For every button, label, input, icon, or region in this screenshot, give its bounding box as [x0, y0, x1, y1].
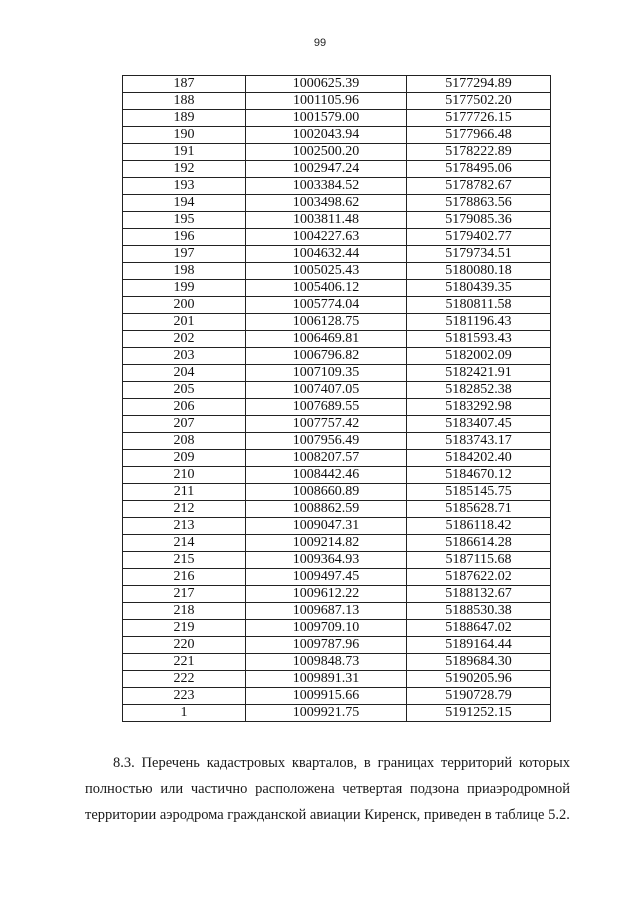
point-number-cell: 208 — [123, 433, 246, 450]
y-coordinate-cell: 5188132.67 — [407, 586, 551, 603]
x-coordinate-cell: 1002043.94 — [246, 127, 407, 144]
x-coordinate-cell: 1009687.13 — [246, 603, 407, 620]
x-coordinate-cell: 1008862.59 — [246, 501, 407, 518]
point-number-cell: 1 — [123, 705, 246, 722]
y-coordinate-cell: 5178863.56 — [407, 195, 551, 212]
paragraph-line: полностью или частично расположена четвертая подзона приаэродромной — [85, 781, 570, 797]
y-coordinate-cell: 5178222.89 — [407, 144, 551, 161]
table-row — [123, 484, 551, 501]
point-number-cell: 223 — [123, 688, 246, 705]
x-coordinate-cell: 1006469.81 — [246, 331, 407, 348]
x-coordinate-cell: 1009497.45 — [246, 569, 407, 586]
point-number-cell: 205 — [123, 382, 246, 399]
table-row — [123, 637, 551, 654]
table-row — [123, 620, 551, 637]
point-number-cell: 211 — [123, 484, 246, 501]
point-number-cell: 200 — [123, 297, 246, 314]
point-number-cell: 222 — [123, 671, 246, 688]
point-number-cell: 199 — [123, 280, 246, 297]
point-number-cell: 195 — [123, 212, 246, 229]
y-coordinate-cell: 5179085.36 — [407, 212, 551, 229]
table-row — [123, 518, 551, 535]
x-coordinate-cell: 1004632.44 — [246, 246, 407, 263]
y-coordinate-cell: 5181196.43 — [407, 314, 551, 331]
y-coordinate-cell: 5188530.38 — [407, 603, 551, 620]
x-coordinate-cell: 1009612.22 — [246, 586, 407, 603]
x-coordinate-cell: 1004227.63 — [246, 229, 407, 246]
y-coordinate-cell: 5178495.06 — [407, 161, 551, 178]
point-number-cell: 207 — [123, 416, 246, 433]
x-coordinate-cell: 1003384.52 — [246, 178, 407, 195]
x-coordinate-cell: 1001579.00 — [246, 110, 407, 127]
point-number-cell: 221 — [123, 654, 246, 671]
paragraph-line: территории аэродрома гражданской авиации Киренск, приведен в таблице 5.2. — [85, 807, 570, 823]
y-coordinate-cell: 5182852.38 — [407, 382, 551, 399]
table-row — [123, 535, 551, 552]
y-coordinate-cell: 5190728.79 — [407, 688, 551, 705]
point-number-cell: 191 — [123, 144, 246, 161]
table-row — [123, 280, 551, 297]
x-coordinate-cell: 1002947.24 — [246, 161, 407, 178]
table-row — [123, 93, 551, 110]
y-coordinate-cell: 5181593.43 — [407, 331, 551, 348]
table-row — [123, 144, 551, 161]
point-number-cell: 193 — [123, 178, 246, 195]
table-row — [123, 178, 551, 195]
table-row — [123, 450, 551, 467]
point-number-cell: 209 — [123, 450, 246, 467]
table-row — [123, 314, 551, 331]
x-coordinate-cell: 1001105.96 — [246, 93, 407, 110]
y-coordinate-cell: 5189164.44 — [407, 637, 551, 654]
x-coordinate-cell: 1007757.42 — [246, 416, 407, 433]
table-row — [123, 433, 551, 450]
point-number-cell: 192 — [123, 161, 246, 178]
table-row — [123, 671, 551, 688]
point-number-cell: 206 — [123, 399, 246, 416]
point-number-cell: 219 — [123, 620, 246, 637]
y-coordinate-cell: 5179734.51 — [407, 246, 551, 263]
point-number-cell: 202 — [123, 331, 246, 348]
table-row — [123, 382, 551, 399]
x-coordinate-cell: 1009891.31 — [246, 671, 407, 688]
table-row — [123, 603, 551, 620]
x-coordinate-cell: 1007956.49 — [246, 433, 407, 450]
x-coordinate-cell: 1002500.20 — [246, 144, 407, 161]
point-number-cell: 189 — [123, 110, 246, 127]
point-number-cell: 218 — [123, 603, 246, 620]
y-coordinate-cell: 5187115.68 — [407, 552, 551, 569]
x-coordinate-cell: 1009214.82 — [246, 535, 407, 552]
table-row — [123, 399, 551, 416]
table-row — [123, 416, 551, 433]
table-row — [123, 110, 551, 127]
y-coordinate-cell: 5185628.71 — [407, 501, 551, 518]
x-coordinate-cell: 1008207.57 — [246, 450, 407, 467]
x-coordinate-cell: 1009915.66 — [246, 688, 407, 705]
x-coordinate-cell: 1009921.75 — [246, 705, 407, 722]
y-coordinate-cell: 5184670.12 — [407, 467, 551, 484]
x-coordinate-cell: 1003498.62 — [246, 195, 407, 212]
point-number-cell: 217 — [123, 586, 246, 603]
point-number-cell: 215 — [123, 552, 246, 569]
y-coordinate-cell: 5180811.58 — [407, 297, 551, 314]
x-coordinate-cell: 1000625.39 — [246, 76, 407, 93]
y-coordinate-cell: 5190205.96 — [407, 671, 551, 688]
y-coordinate-cell: 5177966.48 — [407, 127, 551, 144]
x-coordinate-cell: 1003811.48 — [246, 212, 407, 229]
x-coordinate-cell: 1009047.31 — [246, 518, 407, 535]
table-row — [123, 654, 551, 671]
y-coordinate-cell: 5191252.15 — [407, 705, 551, 722]
x-coordinate-cell: 1005025.43 — [246, 263, 407, 280]
x-coordinate-cell: 1007689.55 — [246, 399, 407, 416]
x-coordinate-cell: 1008442.46 — [246, 467, 407, 484]
table-row — [123, 552, 551, 569]
table-row — [123, 246, 551, 263]
table-row — [123, 569, 551, 586]
y-coordinate-cell: 5184202.40 — [407, 450, 551, 467]
table-row — [123, 161, 551, 178]
y-coordinate-cell: 5180439.35 — [407, 280, 551, 297]
table-row — [123, 365, 551, 382]
table-row — [123, 501, 551, 518]
x-coordinate-cell: 1006796.82 — [246, 348, 407, 365]
point-number-cell: 201 — [123, 314, 246, 331]
y-coordinate-cell: 5177726.15 — [407, 110, 551, 127]
point-number-cell: 187 — [123, 76, 246, 93]
x-coordinate-cell: 1009364.93 — [246, 552, 407, 569]
y-coordinate-cell: 5188647.02 — [407, 620, 551, 637]
y-coordinate-cell: 5178782.67 — [407, 178, 551, 195]
y-coordinate-cell: 5182002.09 — [407, 348, 551, 365]
x-coordinate-cell: 1008660.89 — [246, 484, 407, 501]
point-number-cell: 198 — [123, 263, 246, 280]
x-coordinate-cell: 1007109.35 — [246, 365, 407, 382]
y-coordinate-cell: 5177294.89 — [407, 76, 551, 93]
y-coordinate-cell: 5179402.77 — [407, 229, 551, 246]
table-row — [123, 195, 551, 212]
x-coordinate-cell: 1006128.75 — [246, 314, 407, 331]
point-number-cell: 214 — [123, 535, 246, 552]
y-coordinate-cell: 5189684.30 — [407, 654, 551, 671]
section-paragraph-8-3 — [85, 750, 570, 828]
table-row — [123, 688, 551, 705]
point-number-cell: 216 — [123, 569, 246, 586]
table-row — [123, 705, 551, 722]
point-number-cell: 212 — [123, 501, 246, 518]
table-row — [123, 212, 551, 229]
x-coordinate-cell: 1009787.96 — [246, 637, 407, 654]
y-coordinate-cell: 5183743.17 — [407, 433, 551, 450]
y-coordinate-cell: 5185145.75 — [407, 484, 551, 501]
coordinates-table — [122, 75, 551, 722]
table-row — [123, 331, 551, 348]
table-row — [123, 586, 551, 603]
paragraph-line: 8.3. Перечень кадастровых кварталов, в границах территорий которых — [113, 755, 570, 771]
point-number-cell: 210 — [123, 467, 246, 484]
y-coordinate-cell: 5187622.02 — [407, 569, 551, 586]
table-row — [123, 297, 551, 314]
table-row — [123, 263, 551, 280]
table-row — [123, 127, 551, 144]
point-number-cell: 196 — [123, 229, 246, 246]
y-coordinate-cell: 5180080.18 — [407, 263, 551, 280]
point-number-cell: 204 — [123, 365, 246, 382]
x-coordinate-cell: 1007407.05 — [246, 382, 407, 399]
y-coordinate-cell: 5177502.20 — [407, 93, 551, 110]
page-number: 99 — [313, 37, 327, 49]
y-coordinate-cell: 5186118.42 — [407, 518, 551, 535]
x-coordinate-cell: 1005774.04 — [246, 297, 407, 314]
coordinates-table-body — [123, 76, 551, 722]
point-number-cell: 203 — [123, 348, 246, 365]
table-row — [123, 467, 551, 484]
table-row — [123, 229, 551, 246]
x-coordinate-cell: 1005406.12 — [246, 280, 407, 297]
y-coordinate-cell: 5183292.98 — [407, 399, 551, 416]
y-coordinate-cell: 5183407.45 — [407, 416, 551, 433]
point-number-cell: 213 — [123, 518, 246, 535]
table-row — [123, 348, 551, 365]
y-coordinate-cell: 5186614.28 — [407, 535, 551, 552]
point-number-cell: 194 — [123, 195, 246, 212]
y-coordinate-cell: 5182421.91 — [407, 365, 551, 382]
point-number-cell: 188 — [123, 93, 246, 110]
point-number-cell: 220 — [123, 637, 246, 654]
point-number-cell: 190 — [123, 127, 246, 144]
table-row — [123, 76, 551, 93]
x-coordinate-cell: 1009709.10 — [246, 620, 407, 637]
point-number-cell: 197 — [123, 246, 246, 263]
x-coordinate-cell: 1009848.73 — [246, 654, 407, 671]
